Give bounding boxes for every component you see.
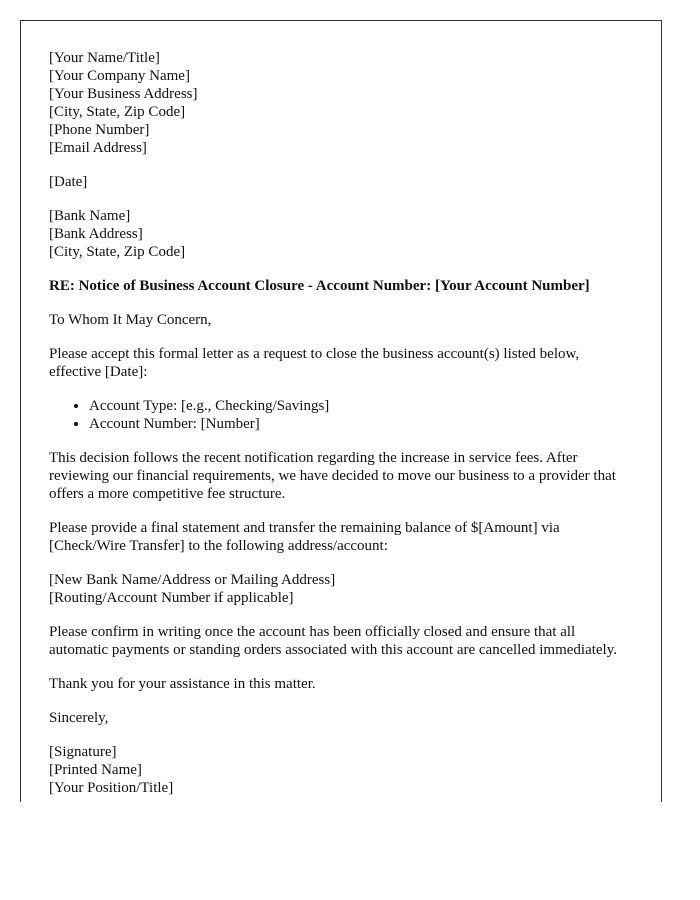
reason-paragraph: This decision follows the recent notification regarding the increase in service fees. After reviewing our financial requirements, we have decided to move our business to a provider that offers a more competitive fee structure.: [49, 450, 616, 502]
recipient-block: [49, 207, 632, 261]
sender-address: [Your Business Address]: [49, 86, 198, 102]
sender-city: [City, State, Zip Code]: [49, 104, 186, 120]
confirmation-paragraph: Please confirm in writing once the account has been officially closed and ensure that all automatic payments or standing orders associated with this account are cancelled immediately.: [49, 624, 618, 658]
account-list: [49, 397, 632, 433]
intro-paragraph: Please accept this formal letter as a request to close the business account(s) listed below, effective [Date]:: [49, 346, 580, 380]
printed-name: [Printed Name]: [49, 762, 142, 778]
transfer-paragraph: Please provide a final statement and transfer the remaining balance of $[Amount] via [Check/Wire Transfer] to the following address/account:: [49, 520, 560, 554]
signature-block: [49, 743, 632, 797]
sender-email: [Email Address]: [49, 140, 147, 156]
sender-block: [49, 49, 632, 157]
subject-line: RE: Notice of Business Account Closure - Account Number: [Your Account Number]: [49, 278, 590, 294]
sender-company: [Your Company Name]: [49, 68, 190, 84]
recipient-bank-name: [Bank Name]: [49, 208, 131, 224]
closing: Sincerely,: [49, 710, 109, 726]
sender-phone: [Phone Number]: [49, 122, 150, 138]
signature: [Signature]: [49, 744, 117, 760]
letter-date: [Date]: [49, 174, 88, 190]
list-item: • Account Type: [e.g., Checking/Savings]: [89, 397, 632, 415]
routing-number: [Routing/Account Number if applicable]: [49, 590, 294, 606]
new-bank-address: [New Bank Name/Address or Mailing Address]: [49, 572, 336, 588]
position-title: [Your Position/Title]: [49, 780, 174, 796]
list-item: • Account Number: [Number]: [89, 415, 632, 433]
transfer-details: [49, 571, 632, 607]
sender-name: [Your Name/Title]: [49, 50, 160, 66]
recipient-city: [City, State, Zip Code]: [49, 244, 186, 260]
thanks-paragraph: Thank you for your assistance in this matter.: [49, 676, 316, 692]
letter-page: [20, 20, 662, 802]
recipient-bank-address: [Bank Address]: [49, 226, 143, 242]
salutation: To Whom It May Concern,: [49, 312, 212, 328]
